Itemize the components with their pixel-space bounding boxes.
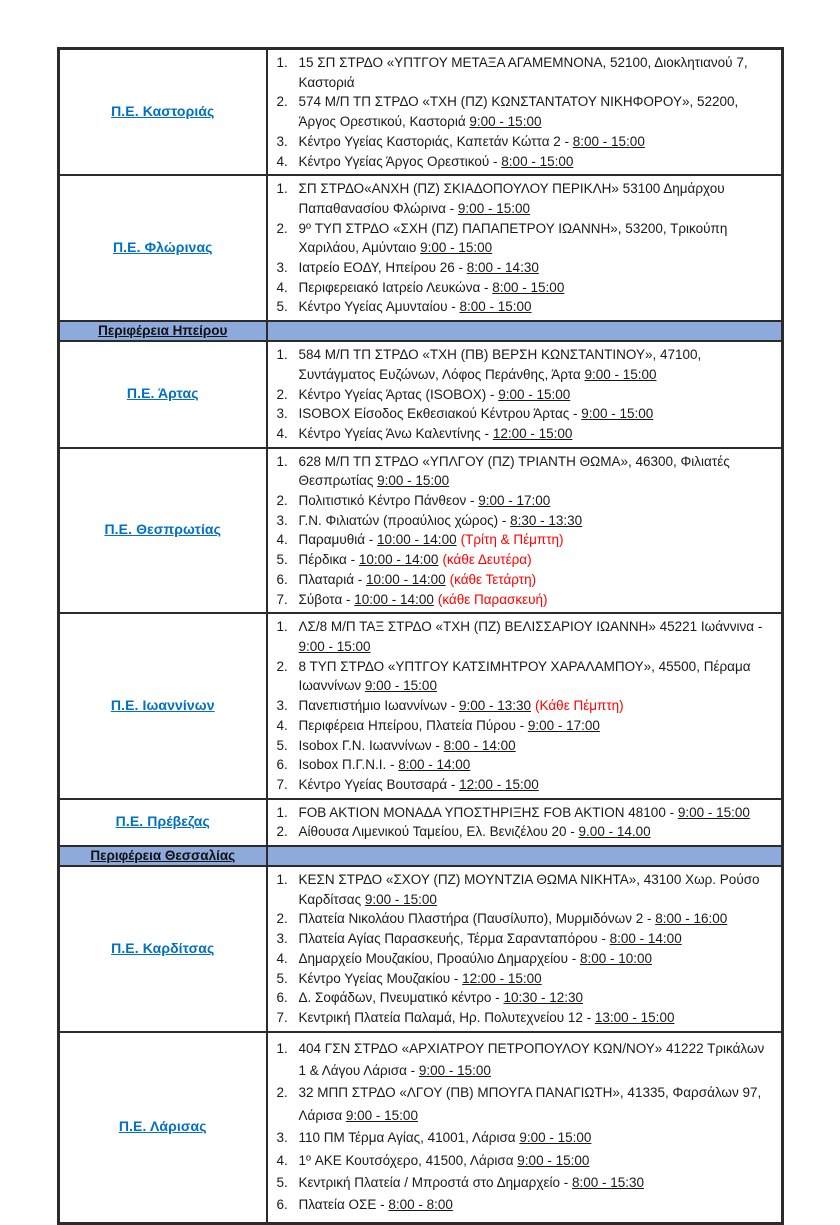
section-band-spacer-cell — [267, 321, 783, 341]
item-time: 9:00 - 15:00 — [345, 1107, 418, 1123]
item-time: 9:00 - 15:00 — [519, 1130, 592, 1146]
item-time: 9:00 - 15:00 — [298, 638, 371, 654]
location-item — [268, 491, 776, 511]
location-item — [268, 278, 776, 298]
item-number: 4. — [276, 1152, 288, 1168]
location-item — [268, 775, 776, 795]
location-item — [268, 152, 776, 172]
item-text: 1º ΑΚΕ Κουτσόχερο, 41500, Λάρισα — [298, 1152, 518, 1168]
location-item — [268, 297, 776, 317]
item-text: 584 Μ/Π ΤΠ ΣΤΡΔΟ «ΤΧΗ (ΠΒ) ΒΕΡΣΗ ΚΩΝΣΤΑΝΤΙΝΟΥ», 47100, Συντάγματος Ευζώνων, Λόφος Περάνθης, Άρτα — [298, 347, 702, 382]
table-row — [59, 866, 783, 1032]
location-item — [268, 385, 776, 405]
item-number: 2. — [276, 658, 288, 674]
item-text: 404 ΓΣΝ ΣΤΡΔΟ «ΑΡΧΙΑΤΡΟΥ ΠΕΤΡΟΠΟΥΛΟΥ ΚΩΝ/ΝΟΥ» 41222 Τρικάλων 1 & Λάγου Λάρισα - — [298, 1040, 765, 1079]
item-number: 1. — [276, 453, 288, 469]
item-text: Πανεπιστήμιο Ιωαννίνων - — [298, 698, 459, 714]
item-note: (κάθε Δευτέρα) — [442, 552, 532, 568]
item-number: 7. — [276, 591, 288, 607]
item-time: 8:00 - 16:00 — [655, 911, 728, 927]
item-text: Κεντρική Πλατεία Παλαμά, Ηρ. Πολυτεχνείου 12 - — [298, 1009, 595, 1025]
item-text: Δ. Σοφάδων, Πνευματικό κέντρο - — [298, 990, 504, 1006]
item-number: 6. — [276, 990, 288, 1006]
item-number: 4. — [276, 425, 288, 441]
item-text: Πλατεία Νικολάου Πλαστήρα (Παυσίλυπο), Μυρμιδόνων 2 - — [298, 911, 656, 927]
item-time: 8:00 - 10:00 — [579, 950, 653, 966]
item-text: Κέντρο Υγείας Μουζακίου - — [298, 970, 463, 986]
locations-cell — [267, 448, 783, 614]
locations-cell — [267, 49, 783, 176]
item-number: 3. — [276, 512, 288, 528]
item-time: 10:00 - 14:00 — [354, 591, 434, 607]
item-number: 7. — [276, 1009, 288, 1025]
item-number: 3. — [276, 133, 288, 149]
section-band-label: Περιφέρεια Θεσσαλίας — [90, 848, 236, 864]
item-text: Κέντρο Υγείας Βουτσαρά - — [298, 776, 460, 792]
section-band-row — [59, 846, 783, 866]
item-note: (Τρίτη & Πέμπτη) — [460, 532, 564, 548]
item-number: 2. — [276, 220, 288, 236]
table-row — [59, 175, 783, 321]
item-text: Πολιτιστικό Κέντρο Πάνθεον - — [298, 493, 479, 509]
region-cell — [59, 341, 267, 448]
region-cell — [59, 1032, 267, 1224]
item-time: 8:00 - 14:00 — [609, 931, 682, 947]
item-text: Isobox Γ.Ν. Ιωαννίνων - — [298, 737, 444, 753]
item-time: 9:00 - 17:00 — [478, 493, 551, 509]
item-number: 5. — [276, 299, 288, 315]
item-note: (Κάθε Πέμπτη) — [535, 698, 624, 714]
regions-schedule-table — [57, 47, 784, 1225]
item-number: 2. — [276, 1085, 288, 1101]
location-item — [268, 404, 776, 424]
location-item — [268, 736, 776, 756]
location-item — [268, 696, 776, 716]
item-number: 6. — [276, 757, 288, 773]
item-time: 8:30 - 13:30 — [510, 512, 583, 528]
location-item — [268, 424, 776, 444]
location-item — [268, 570, 776, 590]
item-time: 9:00 - 15:00 — [420, 240, 493, 256]
item-time: 9:00 - 15:00 — [418, 1063, 491, 1079]
item-time: 10:00 - 14:00 — [358, 552, 439, 568]
location-item — [268, 1172, 776, 1194]
item-time: 10:30 - 12:30 — [503, 990, 584, 1006]
item-time: 9:00 - 15:00 — [364, 891, 437, 907]
locations-cell — [267, 613, 783, 798]
table-row — [59, 799, 783, 846]
item-text: Παραμυθιά - — [298, 532, 378, 548]
item-note: (κάθε Παρασκευή) — [437, 591, 548, 607]
item-time: 9:00 - 15:00 — [469, 114, 542, 130]
item-time: 8:00 - 8:00 — [388, 1197, 453, 1213]
item-number: 3. — [276, 260, 288, 276]
item-text: Πλατεία Αγίας Παρασκευής, Τέρμα Σαρανταπόρου - — [298, 931, 610, 947]
location-item — [268, 909, 776, 929]
item-text: FOB AKTION ΜΟΝΑΔΑ ΥΠΟΣΤΗΡΙΞΗΣ FOB AKTION 48100 - — [298, 804, 678, 820]
item-number: 4. — [276, 279, 288, 295]
location-list — [268, 53, 776, 171]
item-time: 8:00 - 15:00 — [572, 133, 645, 149]
location-item — [268, 550, 776, 570]
item-text: Κέντρο Υγείας Άνω Καλεντίνης - — [298, 425, 493, 441]
item-text: 574 Μ/Π ΤΠ ΣΤΡΔΟ «ΤΧΗ (ΠΖ) ΚΩΝΣΤΑΝΤΑΤΟΥ ΝΙΚΗΦΟΡΟΥ», 52200, Άργος Ορεστικού, Καστοριά — [298, 94, 739, 130]
region-label-link[interactable]: Π.Ε. Καρδίτσας — [111, 939, 215, 956]
location-item — [268, 1008, 776, 1028]
location-item — [268, 92, 776, 131]
item-number: 2. — [276, 911, 288, 927]
item-time: 9:00 - 17:00 — [527, 717, 600, 733]
locations-cell — [267, 866, 783, 1032]
item-number: 4. — [276, 950, 288, 966]
item-text: 15 ΣΠ ΣΤΡΔΟ «ΥΠΤΓΟΥ ΜΕΤΑΞΑ ΑΓΑΜΕΜΝΟΝΑ, 52100, Διοκλητιανού 7, Καστοριά — [298, 55, 748, 90]
location-item — [268, 929, 776, 949]
location-item — [268, 1038, 776, 1083]
item-number: 1. — [276, 1040, 288, 1056]
table-row — [59, 49, 783, 176]
item-number: 2. — [276, 94, 288, 110]
item-text: 9º ΤΥΠ ΣΤΡΔΟ «ΣΧΗ (ΠΖ) ΠΑΠΑΠΕΤΡΟΥ ΙΩΑΝΝΗ», 53200, Τρικούπη Χαριλάου, Αμύνταιο — [298, 220, 728, 256]
item-text: ΣΠ ΣΤΡΔΟ«ΑΝΧΗ (ΠΖ) ΣΚΙΑΔΟΠΟΥΛΟΥ ΠΕΡΙΚΛΗ» 53100 Δημάρχου Παπαθανασίου Φλώρινα - — [298, 181, 725, 216]
item-text: 628 Μ/Π ΤΠ ΣΤΡΔΟ «ΥΠΛΓΟΥ (ΠΖ) ΤΡΙΑΝΤΗ ΘΩΜΑ», 46300, Φιλιατές Θεσπρωτίας — [298, 453, 730, 489]
item-number: 5. — [276, 737, 288, 753]
item-number: 1. — [276, 619, 288, 635]
item-number: 6. — [276, 1197, 288, 1213]
item-text: Κέντρο Υγείας Άργος Ορεστικού - — [298, 153, 502, 169]
item-number: 5. — [276, 970, 288, 986]
item-time: 9:00 - 15:00 — [677, 804, 750, 820]
item-number: 2. — [276, 824, 288, 840]
location-list — [268, 345, 776, 444]
item-time: 13:00 - 15:00 — [594, 1009, 675, 1025]
locations-cell — [267, 1032, 783, 1224]
location-list — [268, 179, 776, 317]
region-cell — [59, 448, 267, 614]
item-text: Πλατεία ΟΣΕ - — [298, 1197, 389, 1213]
item-text: Πλαταριά - — [298, 571, 367, 587]
item-text: 8 ΤΥΠ ΣΤΡΔΟ «ΥΠΤΓΟΥ ΚΑΤΣΙΜΗΤΡΟΥ ΧΑΡΑΛΑΜΠΟΥ», 45500, Πέραμα Ιωαννίνων — [298, 658, 751, 694]
location-list — [268, 1038, 776, 1217]
item-number: 1. — [276, 347, 288, 363]
item-number: 7. — [276, 776, 288, 792]
item-number: 3. — [276, 406, 288, 422]
item-note: (κάθε Τετάρτη) — [449, 571, 537, 587]
location-item — [268, 1127, 776, 1149]
location-item — [268, 511, 776, 531]
region-cell — [59, 49, 267, 176]
location-list — [268, 452, 776, 610]
location-item — [268, 179, 776, 218]
location-item — [268, 988, 776, 1008]
locations-cell — [267, 799, 783, 846]
section-band-cell — [59, 846, 267, 866]
location-item — [268, 1082, 776, 1127]
item-text: ΚΕΣΝ ΣΤΡΔΟ «ΣΧΟΥ (ΠΖ) ΜΟΥΝΤΖΙΑ ΘΩΜΑ ΝΙΚΗΤΑ», 43100 Χωρ. Ρούσο Καρδίτσας — [298, 872, 760, 907]
item-time: 9:00 - 15:00 — [457, 200, 530, 216]
item-time: 9:00 - 15:00 — [498, 386, 571, 402]
region-label-link[interactable]: Π.Ε. Λάρισας — [118, 1118, 207, 1135]
table-row — [59, 1032, 783, 1224]
item-text: ISOBOX Είσοδος Εκθεσιακού Κέντρου Άρτας - — [298, 406, 582, 422]
location-item — [268, 657, 776, 696]
item-text: Κέντρο Υγείας Άρτας (ISOBOX) - — [298, 386, 499, 402]
item-text: Περιφέρεια Ηπείρου, Πλατεία Πύρου - — [298, 717, 528, 733]
locations-cell — [267, 175, 783, 321]
item-time: 8:00 - 15:00 — [501, 153, 574, 169]
section-band-cell — [59, 321, 267, 341]
item-time: 8:00 - 15:30 — [571, 1175, 645, 1191]
location-item — [268, 530, 776, 550]
item-number: 1. — [276, 804, 288, 820]
location-item — [268, 132, 776, 152]
item-number: 6. — [276, 571, 288, 587]
item-number: 1. — [276, 55, 288, 70]
location-item — [268, 617, 776, 656]
location-item — [268, 803, 776, 823]
location-list — [268, 803, 776, 842]
item-number: 3. — [276, 1130, 288, 1146]
item-number: 5. — [276, 552, 288, 568]
section-band-spacer-cell — [267, 846, 783, 866]
locations-cell — [267, 341, 783, 448]
item-text: ΛΣ/8 Μ/Π ΤΑΞ ΣΤΡΔΟ «ΤΧΗ (ΠΖ) ΒΕΛΙΣΣΑΡΙΟΥ ΙΩΑΝΝΗ» 45221 Ιωάννινα - — [298, 619, 763, 635]
item-time: 10:00 - 14:00 — [366, 571, 446, 587]
item-text: Σύβοτα - — [298, 591, 355, 607]
location-item — [268, 590, 776, 610]
item-time: 9.00 - 14.00 — [578, 824, 651, 840]
location-item — [268, 870, 776, 909]
item-time: 9:00 - 15:00 — [517, 1152, 590, 1168]
region-cell — [59, 613, 267, 798]
region-cell — [59, 175, 267, 321]
item-text: Γ.Ν. Φιλιατών (προαύλιος χώρος) - — [298, 512, 511, 528]
item-text: Περιφερειακό Ιατρείο Λευκώνα - — [298, 279, 493, 295]
region-label-link[interactable]: Π.Ε. Ιωαννίνων — [110, 696, 215, 713]
item-text: 32 ΜΠΠ ΣΤΡΔΟ «ΛΓΟΥ (ΠΒ) ΜΠΟΥΓΑ ΠΑΝΑΓΙΩΤΗ», 41335, Φαρσάλων 97, Λάρισα — [298, 1085, 762, 1123]
location-item — [268, 755, 776, 775]
location-item — [268, 822, 776, 842]
item-time: 8:00 - 14:00 — [398, 757, 471, 773]
item-text: Πέρδικα - — [298, 552, 359, 568]
item-number: 4. — [276, 717, 288, 733]
location-item — [268, 1194, 776, 1216]
item-number: 3. — [276, 698, 288, 714]
item-text: Isobox Π.Γ.Ν.Ι. - — [298, 757, 399, 773]
location-item — [268, 969, 776, 989]
location-item — [268, 949, 776, 969]
item-text: Αίθουσα Λιμενικού Ταμείου, Ελ. Βενιζέλου 20 - — [298, 824, 579, 840]
item-time: 9:00 - 15:00 — [364, 678, 437, 694]
region-label-link[interactable]: Π.Ε. Φλώρινας — [112, 239, 213, 256]
section-band-label: Περιφέρεια Ηπείρου — [98, 323, 228, 339]
item-number: 4. — [276, 532, 288, 548]
item-time: 8:00 - 15:00 — [492, 279, 565, 295]
section-band-row — [59, 321, 783, 341]
item-time: 8:00 - 15:00 — [459, 299, 532, 315]
region-label-link[interactable]: Π.Ε. Θεσπρωτίας — [104, 521, 222, 538]
item-number: 3. — [276, 931, 288, 947]
region-label-link[interactable]: Π.Ε. Πρέβεζας — [115, 813, 210, 830]
region-cell — [59, 799, 267, 846]
item-text: Κέντρο Υγείας Αμυνταίου - — [298, 299, 460, 315]
item-time: 10:00 - 14:00 — [377, 532, 457, 548]
item-time: 9:00 - 13:30 — [458, 698, 532, 714]
item-time: 8:00 - 14:00 — [443, 737, 516, 753]
location-item — [268, 219, 776, 258]
item-time: 12:00 - 15:00 — [459, 776, 539, 792]
region-label-link[interactable]: Π.Ε. Άρτας — [126, 385, 199, 402]
item-time: 12:00 - 15:00 — [492, 425, 573, 441]
item-number: 2. — [276, 386, 288, 402]
item-time: 8:00 - 14:30 — [466, 260, 539, 276]
item-number: 2. — [276, 493, 288, 509]
location-list — [268, 870, 776, 1028]
location-item — [268, 1150, 776, 1172]
item-text: 110 ΠΜ Τέρμα Αγίας, 41001, Λάρισα — [298, 1130, 520, 1146]
item-text: Δημαρχείο Μουζακίου, Προαύλιο Δημαρχείου - — [298, 950, 580, 966]
location-item — [268, 53, 776, 92]
item-time: 9:00 - 15:00 — [377, 473, 450, 489]
item-number: 1. — [276, 872, 288, 888]
table-row — [59, 613, 783, 798]
location-item — [268, 258, 776, 278]
region-label-link[interactable]: Π.Ε. Καστοριάς — [111, 103, 215, 120]
item-number: 5. — [276, 1175, 288, 1191]
table-row — [59, 341, 783, 448]
item-time: 9:00 - 15:00 — [584, 366, 657, 382]
location-item — [268, 452, 776, 491]
location-item — [268, 345, 776, 384]
region-cell — [59, 866, 267, 1032]
table-row — [59, 448, 783, 614]
item-text: Κέντρο Υγείας Καστοριάς, Καπετάν Κώττα 2 - — [298, 133, 573, 149]
location-item — [268, 716, 776, 736]
item-time: 9:00 - 15:00 — [581, 406, 654, 422]
item-text: Κεντρική Πλατεία / Μπροστά στο Δημαρχείο - — [298, 1175, 572, 1191]
location-list — [268, 617, 776, 794]
item-time: 12:00 - 15:00 — [462, 970, 542, 986]
item-number: 1. — [276, 181, 288, 197]
item-number: 4. — [276, 153, 288, 169]
item-text: Ιατρείο ΕΟΔΥ, Ηπείρου 26 - — [298, 260, 467, 276]
